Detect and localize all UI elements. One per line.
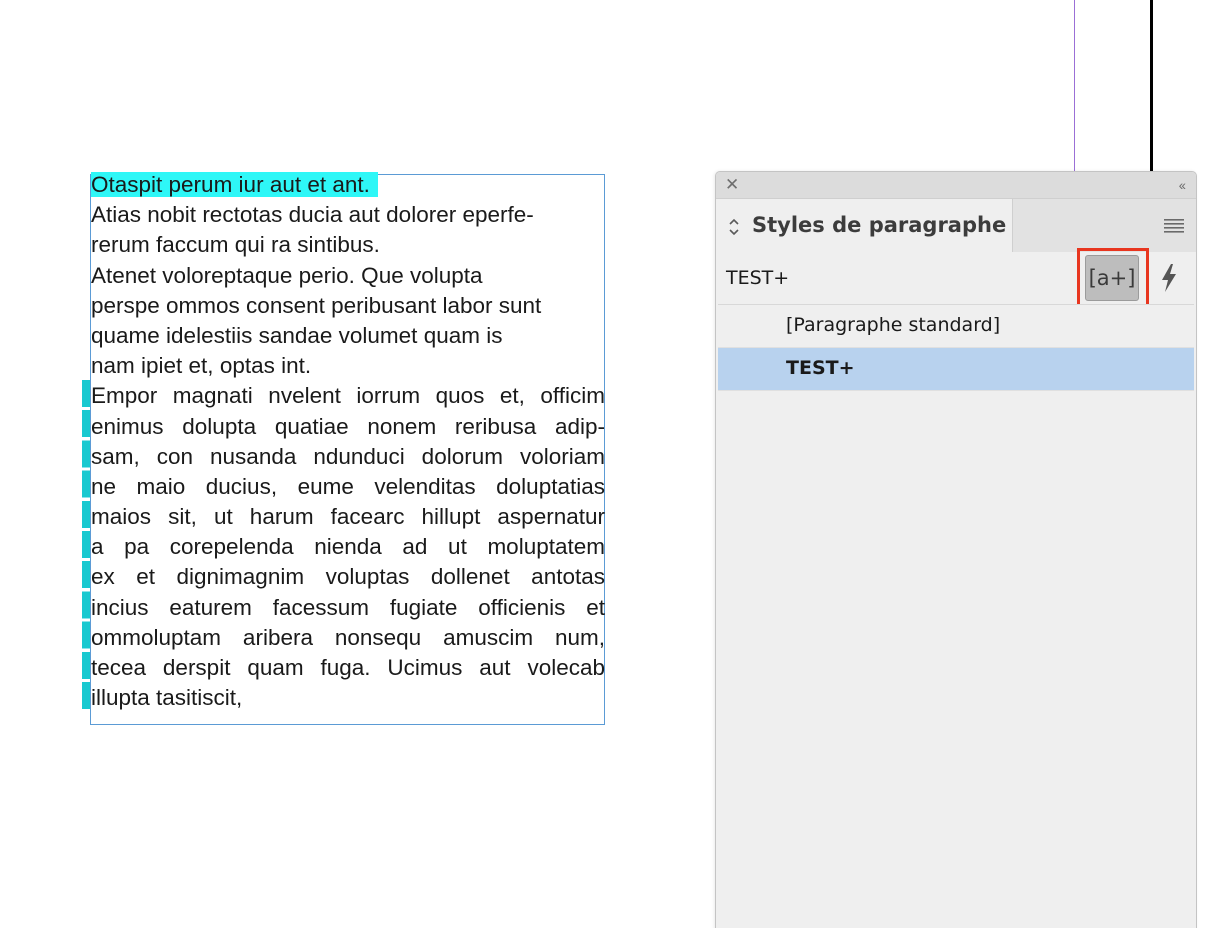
style-list	[718, 304, 1194, 928]
text-line	[91, 170, 605, 200]
text-line: enimus dolupta quatiae nonem reribusa adip-	[91, 413, 605, 439]
panel-toolbar	[716, 252, 1196, 304]
text-line: perspe ommos consent peribusant labor sunt	[91, 292, 542, 318]
tab-paragraph-styles[interactable]	[716, 199, 1013, 253]
text-line: Empor magnati nvelent iorrum quos et, officim	[91, 383, 605, 409]
style-item-label: TEST+	[786, 357, 855, 379]
text-line: maios sit, ut harum facearc hillupt aspernatur	[91, 504, 605, 530]
highlighted-text: Otaspit perum iur aut et ant.	[91, 172, 378, 197]
text-line: nam ipiet et, optas int.	[91, 353, 312, 379]
text-line: Atenet voloreptaque perio. Que volupta	[91, 262, 483, 288]
paragraph-style-indicator-bar	[82, 380, 90, 712]
tab-label: Styles de paragraphe	[752, 213, 1007, 237]
text-line: ex et dignimagnim voluptas dollenet antotas	[91, 564, 605, 590]
hamburger-menu-icon[interactable]	[1164, 218, 1184, 234]
style-item-label: [Paragraphe standard]	[786, 314, 1001, 336]
paragraph-styles-panel	[715, 171, 1197, 928]
text-line: Atias nobit rectotas ducia aut dolorer eperfe-	[91, 202, 534, 228]
style-list-item[interactable]	[718, 348, 1194, 391]
panel-tab-strip	[716, 199, 1196, 253]
text-content[interactable]	[91, 170, 605, 713]
current-style-label: TEST+	[726, 267, 790, 289]
close-icon[interactable]: ✕	[725, 175, 740, 194]
text-line: ommoluptam aribera nonsequ amuscim num,	[91, 624, 605, 650]
text-line: quame idelestiis sandae volumet quam is	[91, 322, 503, 348]
text-line: rerum faccum qui ra sintibus.	[91, 232, 380, 258]
style-list-item[interactable]	[718, 305, 1194, 348]
text-line: ne maio ducius, eume velenditas doluptatias	[91, 473, 605, 499]
lightning-bolt-icon[interactable]	[1158, 262, 1180, 294]
double-chevron-left-icon[interactable]: ‹‹	[1178, 177, 1184, 193]
text-line: incius eaturem facessum fugiate officienis et	[91, 594, 605, 620]
new-style-button[interactable]: [a+]	[1085, 255, 1139, 301]
panel-titlebar[interactable]	[716, 172, 1196, 199]
text-line: sam, con nusanda ndunduci dolorum voloriam	[91, 443, 605, 469]
up-down-arrows-icon[interactable]	[728, 216, 740, 238]
page-edge-line	[1150, 0, 1153, 172]
text-line: a pa corepelenda nienda ad ut moluptatem	[91, 534, 605, 560]
text-line: tecea derspit quam fuga. Ucimus aut volecab	[91, 655, 605, 680]
column-guide	[1074, 0, 1075, 172]
text-line: illupta tasitiscit,	[91, 685, 243, 711]
